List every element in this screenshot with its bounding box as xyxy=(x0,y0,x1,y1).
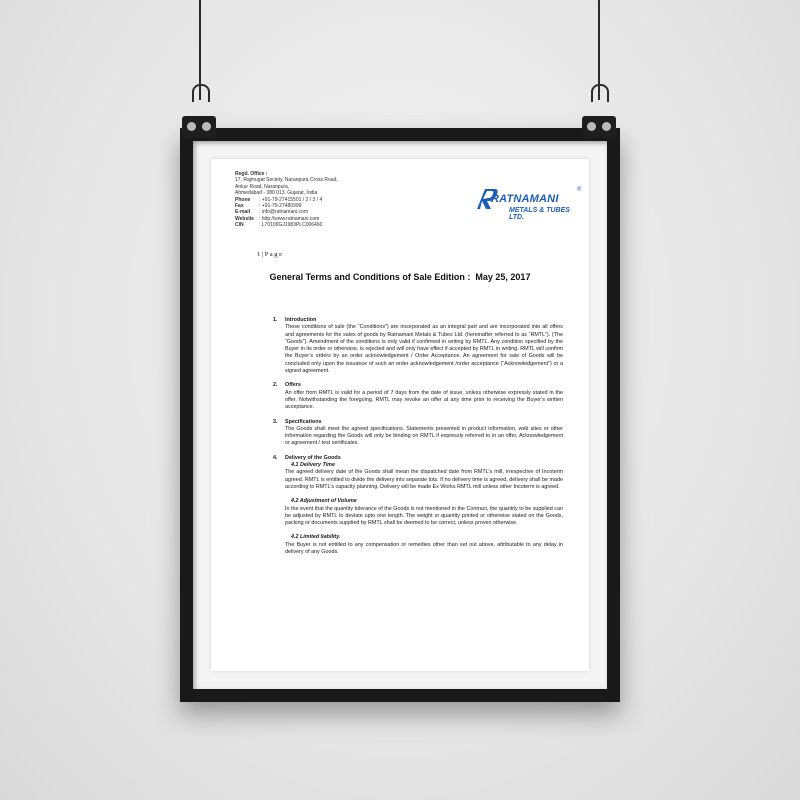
section-text: These conditions of sale (the “Conditions”) are incorporated as an integral part and are incorporated into all offers and agreements for the sales of goods by Ratnamani Metals & Tubes Ltd. (hereinafter referred to as “RMTL”). (The “Goods”). Amendment of the conditions is only valid if confirmed in writing by RMTL. Any condition specified by the Buyer in its order or otherwise, is rejected and will only have effect if accepted by RMTL in writing. RMTL will confirm the Buyer’s orders by an order acknowledgement / Order Acceptance. An agreement for sale of Goods will be concluded only upon the issuance of such an order acknowledgement /order acceptance (“Acknowledgement”) or a signed agreement. xyxy=(285,324,563,375)
section-specifications xyxy=(273,418,563,448)
contact-row: Fax : +91-79-27480999 xyxy=(235,203,302,210)
section-heading: 4. Delivery of the Goods xyxy=(273,454,341,461)
section-delivery xyxy=(273,454,563,557)
section-text: An offer from RMTL is valid for a period of 7 days from the date of issue, unless otherwise expressly stated in the offer. Notwithstanding the foregoing, RMTL may revoke an offer at any time prior to receiving the Buyer’s written acceptance. xyxy=(285,389,563,411)
section-heading: 3. Specifications xyxy=(273,418,322,425)
section-heading: 1. Introduction xyxy=(273,317,317,323)
left-wire-ring xyxy=(192,84,210,102)
contact-row: E-mail : info@ratnamani.com xyxy=(235,209,308,216)
subsection-heading: 4.1 Delivery Time xyxy=(291,462,335,469)
contact-row: CIN : L70109GJ1983PLC006460 xyxy=(235,222,323,229)
subsection-text: In the event that the quantity tolerance of the Goods is not mentioned in the Contract, the quantity to be supplied can be adjusted by RMTL to deviate upto one length. The weight or quantity printed or otherwise stated on the Goods, packing or documents supplied by RMTL shall be deemed to be correct, unless proven otherwise. xyxy=(285,505,563,527)
section-offers xyxy=(273,382,563,411)
right-binder-clip xyxy=(582,116,616,138)
subsection-text: The Buyer is not entitled to any compensation or remedies other than set out above, attributable to any delay in delivery of any Goods. xyxy=(285,541,563,556)
section-text: The Goods shall meet the agreed specifications. Statements presented in product information, web sites or other information regarding the Goods will only be binding on RMTL if expressly referred to in an offer, Acknowledgement or agreement / test certificates. xyxy=(285,425,563,447)
office-address-line: 17, Rajmugat Society, Naranpura Cross Road, xyxy=(235,177,338,184)
document-body xyxy=(273,317,563,563)
office-address-line: Ankur Road, Naranpura, xyxy=(235,183,290,190)
office-address-line: Ahmedabad - 380 013. Gujarat, India xyxy=(235,190,318,197)
contact-row: Phone : +91-79-27415501 / 2 / 3 / 4 xyxy=(235,196,323,203)
subsection-heading: 4.2 Adjustment of Volume xyxy=(291,498,357,505)
poster-frame xyxy=(180,128,620,702)
logo-company-name: RATNAMANI xyxy=(491,193,559,205)
subsection-text: The agreed delivery date of the Goods shall mean the dispatched date from RMTL’s mill, irrespective of Incoterm agreed. RMTL is entitled to divide the delivery into separate lots. If no delivery time is agreed, delivery shall be made according to RMTL’s capacity planning. Delivery will be made Ex Works RMTL mill unless other Incoterm is agreed. xyxy=(285,469,563,490)
title-text: General Terms and Conditions of Sale Edition : xyxy=(269,272,471,282)
right-wire-ring xyxy=(591,84,609,102)
document-page xyxy=(211,159,589,671)
section-introduction xyxy=(273,317,563,375)
office-heading: Regd. Office : xyxy=(235,171,268,177)
page-number: 1 | P a g e xyxy=(257,251,283,258)
ratnamani-logo xyxy=(473,183,583,225)
frame-mat xyxy=(193,141,607,689)
document-title xyxy=(211,272,589,282)
contact-row: Website : http://www.ratnamani.com xyxy=(235,215,320,222)
title-date: May 25, 2017 xyxy=(475,272,531,282)
registered-office-block xyxy=(235,171,385,229)
subsection-heading: 4.2 Limited liability. xyxy=(291,534,341,541)
section-heading: 2. Offers xyxy=(273,382,301,389)
left-binder-clip xyxy=(182,116,216,138)
logo-registered-mark: ® xyxy=(577,187,582,193)
logo-company-subtitle: METALS & TUBES LTD. xyxy=(509,207,570,221)
